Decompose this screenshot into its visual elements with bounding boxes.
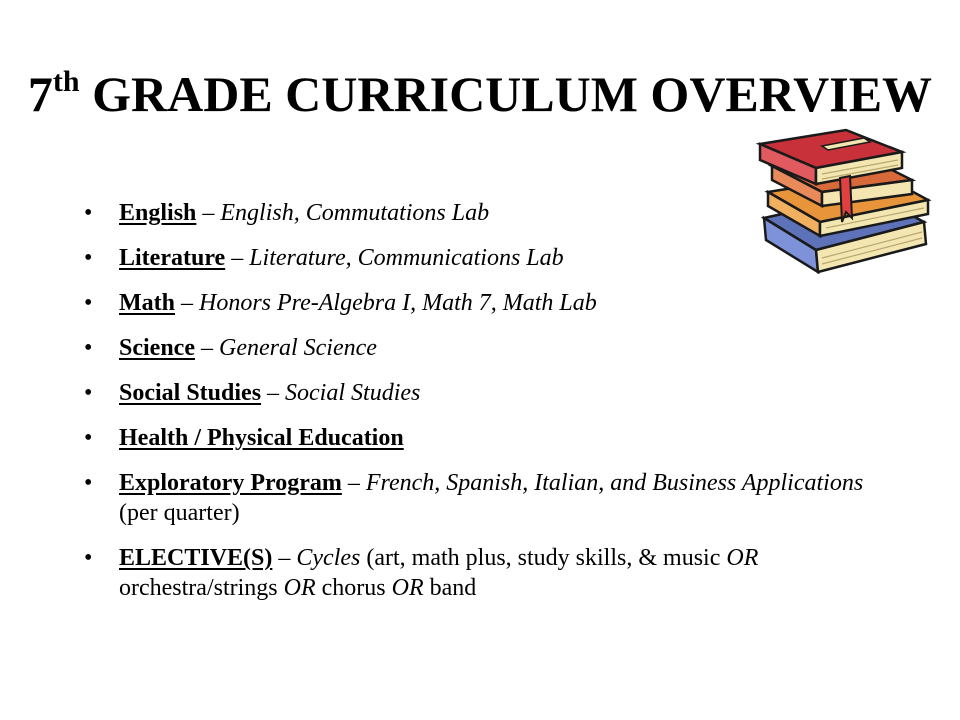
electives-or: OR (391, 575, 424, 601)
bullet-dot: • (84, 200, 93, 226)
subject-social-studies: Social Studies (119, 380, 262, 406)
electives-band: band (423, 575, 477, 601)
courses-math: Honors Pre-Algebra I, Math 7, Math Lab (199, 290, 597, 316)
curriculum-list (84, 198, 864, 618)
list-item-health-pe (84, 423, 864, 453)
list-item-english (84, 198, 864, 228)
separator: – (196, 200, 221, 226)
bullet-dot: • (84, 335, 93, 361)
courses-english: English, Commutations Lab (220, 200, 490, 226)
bullet-dot: • (84, 470, 93, 496)
title-text: GRADE CURRICULUM OVERVIEW (79, 66, 933, 122)
bullet-dot: • (84, 425, 93, 451)
list-item-science (84, 333, 864, 363)
courses-social-studies: Social Studies (285, 380, 421, 406)
list-item-social-studies (84, 378, 864, 408)
slide-title (0, 62, 960, 134)
electives-cycles: Cycles (296, 545, 361, 571)
subject-exploratory: Exploratory Program (119, 470, 342, 496)
subject-health-pe: Health / Physical Education (119, 425, 404, 451)
separator: – (175, 290, 199, 316)
separator: – (272, 545, 297, 571)
separator: – (225, 245, 250, 271)
subject-literature: Literature (119, 245, 226, 271)
courses-literature: Literature, Communications Lab (249, 245, 564, 271)
courses-exploratory: French, Spanish, Italian, and Business Applications (365, 470, 864, 496)
exploratory-note: (per quarter) (119, 500, 240, 526)
courses-science: General Science (218, 335, 377, 361)
electives-or: OR (726, 545, 759, 571)
list-item-math (84, 288, 864, 318)
title-superscript: th (52, 65, 80, 98)
bullet-dot: • (84, 290, 93, 316)
subject-electives: ELECTIVE(S) (119, 545, 273, 571)
electives-orchestra: orchestra/strings (119, 575, 284, 601)
separator: – (261, 380, 286, 406)
separator: – (194, 335, 219, 361)
list-item-electives (84, 543, 864, 603)
separator: – (341, 470, 366, 496)
list-item-literature (84, 243, 864, 273)
electives-or: OR (283, 575, 316, 601)
bullet-dot: • (84, 545, 93, 571)
bullet-dot: • (84, 380, 93, 406)
electives-cycles-list: (art, math plus, study skills, & music (360, 545, 727, 571)
list-item-exploratory (84, 468, 864, 528)
subject-math: Math (119, 290, 175, 316)
electives-chorus: chorus (315, 575, 392, 601)
bullet-dot: • (84, 245, 93, 271)
subject-science: Science (119, 335, 195, 361)
subject-english: English (119, 200, 197, 226)
title-grade-number: 7 (27, 66, 53, 122)
